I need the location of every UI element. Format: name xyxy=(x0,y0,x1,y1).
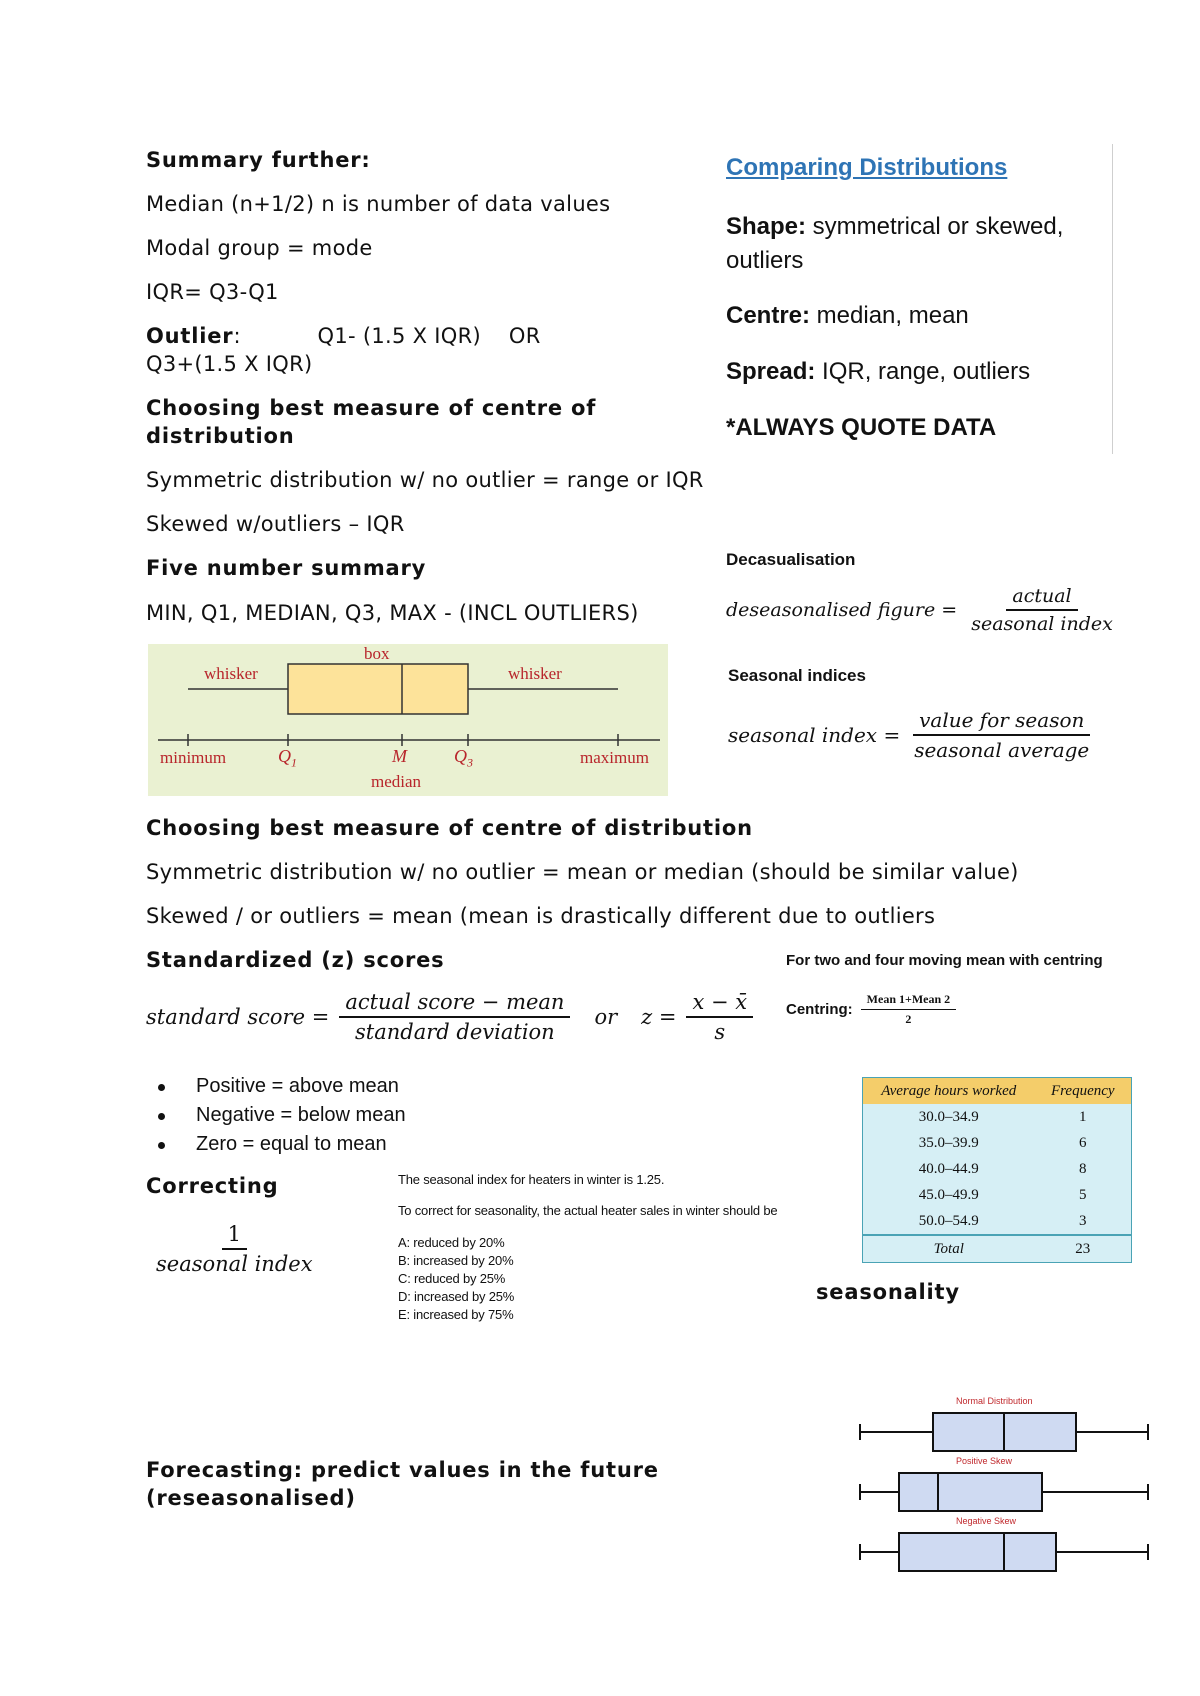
median-line: Median (n+1/2) n is number of data values xyxy=(146,192,611,216)
choosing-title-1: Choosing best measure of centre of xyxy=(146,396,597,420)
si-num: value for season xyxy=(913,708,1090,736)
question-block xyxy=(398,1172,777,1324)
centring-label: Centring: xyxy=(786,1001,853,1018)
centring-fraction xyxy=(861,992,957,1027)
summary-title: Summary further: xyxy=(146,148,371,172)
seasonality-caption: seasonality xyxy=(816,1280,960,1304)
table-row xyxy=(863,1104,1131,1130)
centre-line xyxy=(726,302,969,330)
si-den: seasonal average xyxy=(914,738,1090,762)
cell-range: 40.0–44.9 xyxy=(918,1160,979,1177)
shape-label: Shape: xyxy=(726,213,807,240)
skew-boxplots-svg xyxy=(856,1396,1156,1584)
outlier-line-2: Q3+(1.5 X IQR) xyxy=(146,352,313,376)
q1-label xyxy=(278,746,297,771)
spread-line xyxy=(726,358,1030,386)
z-short-num: x − x̄ xyxy=(686,990,753,1018)
cell-range: 50.0–54.9 xyxy=(918,1212,979,1229)
cell-total-value: 23 xyxy=(1075,1240,1091,1257)
list-item: B: increased by 20% xyxy=(398,1253,514,1268)
column-divider xyxy=(1112,144,1113,454)
frequency-table-wrap xyxy=(862,1077,1132,1263)
q3-letter: Q xyxy=(454,746,467,766)
negative-label: Negative Skew xyxy=(956,1516,1017,1526)
correcting-formula xyxy=(150,1222,319,1276)
table-row xyxy=(863,1156,1131,1182)
si-fraction xyxy=(908,708,1095,762)
table-row xyxy=(863,1130,1131,1156)
whisker-left-label: whisker xyxy=(204,664,258,683)
list-item: C: reduced by 25% xyxy=(398,1271,506,1286)
deseasonal-fraction xyxy=(965,585,1119,635)
skewed-line-1: Skewed w/outliers – IQR xyxy=(146,512,405,536)
box-rect xyxy=(288,664,468,714)
skew-boxplots xyxy=(856,1396,1156,1584)
z-eq: z = xyxy=(641,1005,677,1029)
list-item: E: increased by 75% xyxy=(398,1307,514,1322)
z-lhs: standard score = xyxy=(146,1005,330,1029)
modal-line: Modal group = mode xyxy=(146,236,373,260)
table-row xyxy=(863,1208,1131,1235)
list-item: A: reduced by 20% xyxy=(398,1235,505,1250)
q1-letter: Q xyxy=(278,746,291,766)
normal-label: Normal Distribution xyxy=(956,1396,1033,1406)
shape-text: symmetrical or skewed, xyxy=(806,213,1064,240)
question-line-1: The seasonal index for heaters in winter is 1.25. xyxy=(398,1172,665,1187)
list-item: Positive = above mean xyxy=(146,1072,406,1101)
q3-subscript: 3 xyxy=(467,755,473,770)
col-frequency: Frequency xyxy=(1050,1082,1115,1099)
centring-num: Mean 1+Mean 2 xyxy=(861,992,957,1010)
question-line-2: To correct for seasonality, the actual heater sales in winter should be xyxy=(398,1203,778,1218)
spread-text: IQR, range, outliers xyxy=(815,358,1031,385)
deseasonal-title: Decasualisation xyxy=(726,550,856,569)
box-label: box xyxy=(364,644,390,663)
cell-frequency: 5 xyxy=(1079,1186,1087,1203)
centring-den: 2 xyxy=(905,1012,912,1026)
list-item: D: increased by 25% xyxy=(398,1289,515,1304)
maximum-label: maximum xyxy=(580,748,649,767)
five-number-title: Five number summary xyxy=(146,556,427,580)
z-score-formula xyxy=(146,990,753,1044)
z-denominator: standard deviation xyxy=(355,1020,555,1044)
z-numerator: actual score − mean xyxy=(339,990,570,1018)
symmetric-line-2: Symmetric distribution w/ no outlier = mean or median (should be similar value) xyxy=(146,860,1019,884)
seasonal-indices-title: Seasonal indices xyxy=(728,666,866,685)
z-short-fraction xyxy=(686,990,753,1044)
outlier-label: Outlier xyxy=(146,324,234,348)
q3-label xyxy=(454,746,473,771)
comparing-title: Comparing Distributions xyxy=(726,154,1008,181)
choosing-title-2: Choosing best measure of centre of distribution xyxy=(146,816,753,840)
outlier-line xyxy=(146,324,541,348)
correcting-title: Correcting xyxy=(146,1174,279,1198)
z-title: Standardized (z) scores xyxy=(146,948,445,972)
positive-label: Positive Skew xyxy=(956,1456,1013,1466)
forecast-line-2: (reseasonalised) xyxy=(146,1486,356,1510)
q1-subscript: 1 xyxy=(291,755,297,770)
cell-frequency: 6 xyxy=(1079,1134,1087,1151)
negative-box xyxy=(899,1533,1056,1571)
outlier-formula: : Q1- (1.5 X IQR) OR xyxy=(233,324,541,348)
positive-box xyxy=(899,1473,1042,1511)
centre-label: Centre: xyxy=(726,302,811,329)
forecast-line-1: Forecasting: predict values in the future xyxy=(146,1458,659,1482)
table-total-row xyxy=(863,1235,1131,1262)
cell-frequency: 1 xyxy=(1079,1108,1087,1125)
table-row xyxy=(863,1182,1131,1208)
centring-formula xyxy=(786,992,956,1027)
shape-line xyxy=(726,210,1063,278)
correcting-den: seasonal index xyxy=(156,1252,313,1276)
deseasonal-den: seasonal index xyxy=(971,613,1113,635)
table-header-row xyxy=(863,1078,1131,1104)
skewed-line-2: Skewed / or outliers = mean (mean is drastically different due to outliers xyxy=(146,904,936,928)
z-fraction xyxy=(339,990,570,1044)
cell-frequency: 8 xyxy=(1079,1160,1087,1177)
z-short-den: s xyxy=(714,1020,726,1044)
deseasonal-formula xyxy=(726,585,1119,635)
deseasonal-num: actual xyxy=(1006,585,1077,611)
shape-text-2: outliers xyxy=(726,247,804,274)
col-hours: Average hours worked xyxy=(881,1082,1017,1099)
quote-data: *ALWAYS QUOTE DATA xyxy=(726,414,997,441)
moving-mean-title: For two and four moving mean with centring xyxy=(786,952,1103,969)
correcting-fraction xyxy=(150,1222,319,1276)
median-label: median xyxy=(371,772,422,791)
cell-range: 45.0–49.9 xyxy=(918,1186,979,1203)
deseasonal-lhs: deseasonalised figure = xyxy=(726,599,958,621)
m-label: M xyxy=(392,746,407,766)
whisker-right-label: whisker xyxy=(508,664,562,683)
spread-label: Spread: xyxy=(726,358,816,385)
five-number-line: MIN, Q1, MEDIAN, Q3, MAX - (INCL OUTLIERS) xyxy=(146,601,639,625)
frequency-table xyxy=(863,1078,1131,1262)
cell-frequency: 3 xyxy=(1079,1212,1087,1229)
cell-total-label: Total xyxy=(933,1240,964,1257)
centre-text: median, mean xyxy=(810,302,969,329)
cell-range: 30.0–34.9 xyxy=(918,1108,979,1125)
si-lhs: seasonal index = xyxy=(728,723,901,747)
question-options xyxy=(398,1234,777,1324)
boxplot-diagram xyxy=(148,644,668,796)
minimum-label: minimum xyxy=(160,748,227,767)
list-item: Negative = below mean xyxy=(146,1101,406,1130)
seasonal-index-formula xyxy=(728,708,1095,762)
choosing-title-1b: distribution xyxy=(146,424,295,448)
z-or: or xyxy=(594,1005,618,1029)
symmetric-line-1: Symmetric distribution w/ no outlier = range or IQR xyxy=(146,468,704,492)
cell-range: 35.0–39.9 xyxy=(918,1134,979,1151)
list-item: Zero = equal to mean xyxy=(146,1130,406,1159)
correcting-num: 1 xyxy=(222,1222,247,1250)
iqr-line: IQR= Q3-Q1 xyxy=(146,280,279,304)
z-bullet-list xyxy=(146,1072,406,1159)
